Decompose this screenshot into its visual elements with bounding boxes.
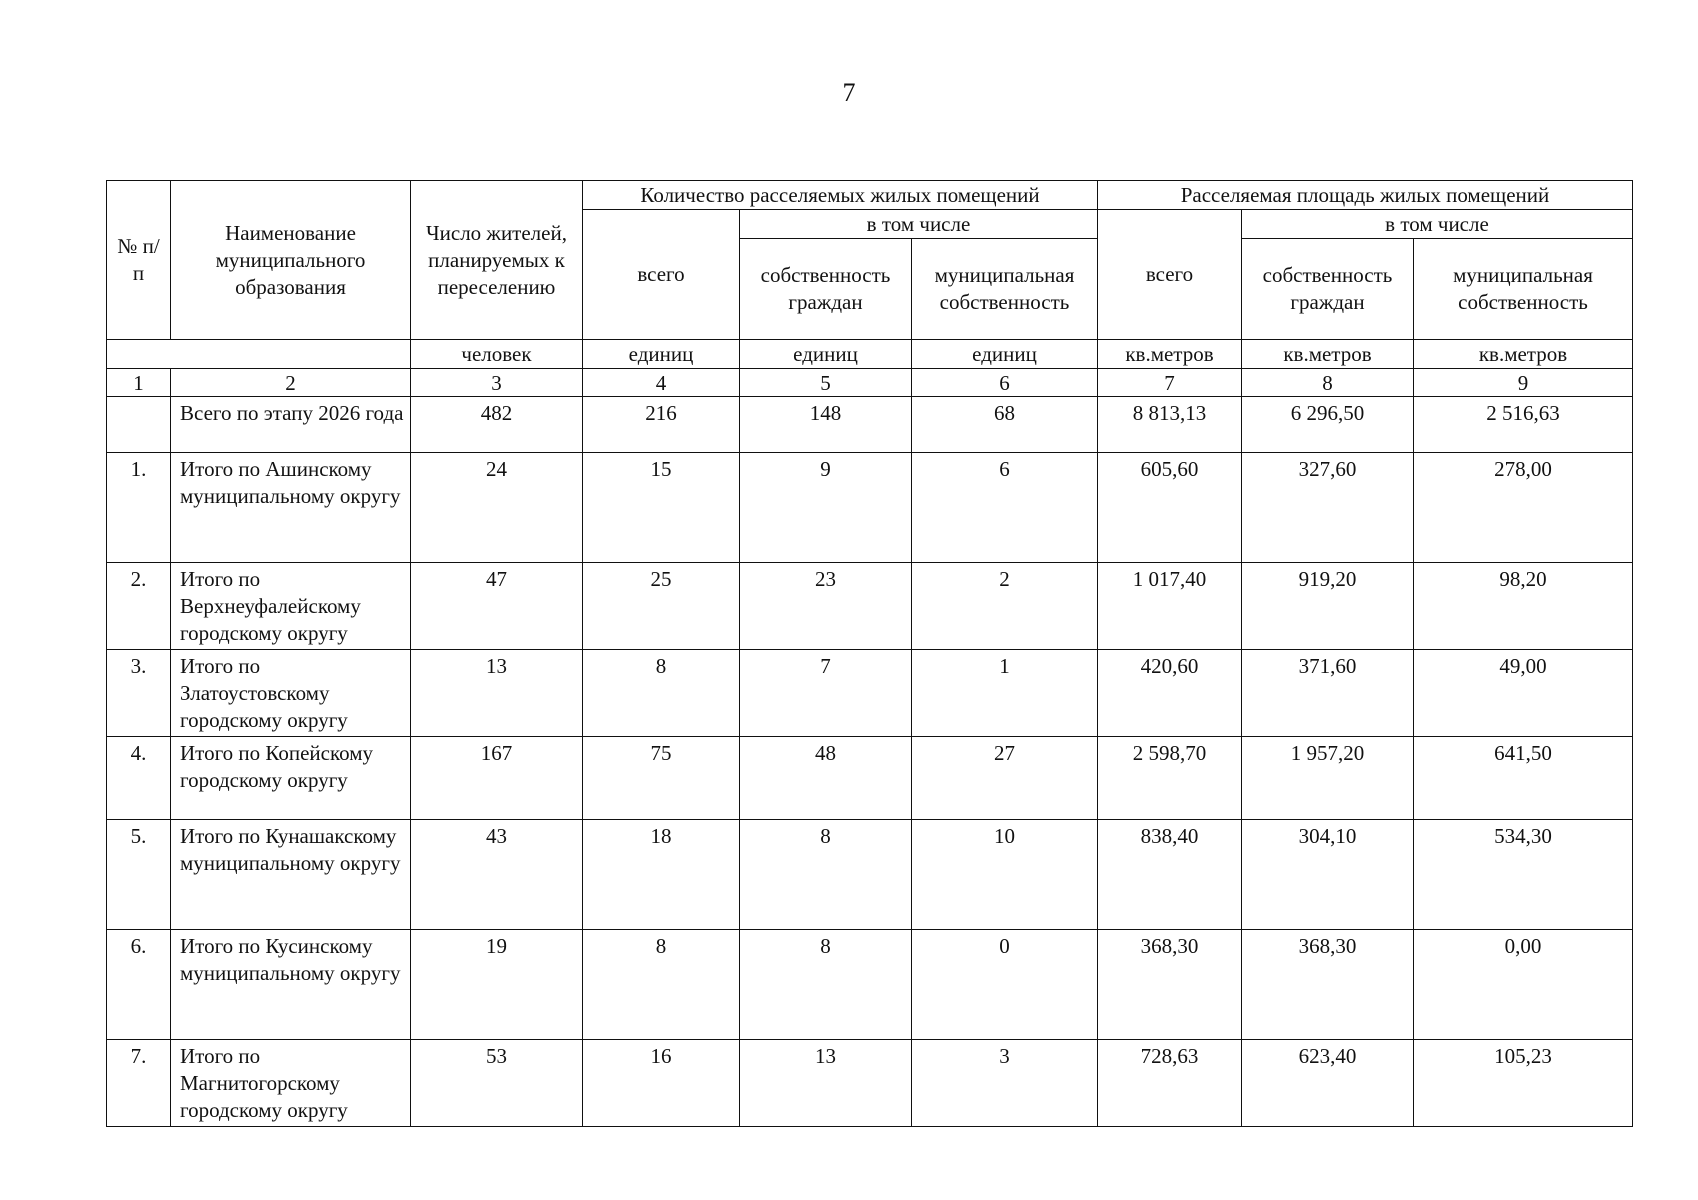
table-row <box>107 563 1633 650</box>
row-municipal: 68 <box>912 397 1098 453</box>
row-no: 4. <box>107 737 171 820</box>
row-area-total: 8 813,13 <box>1098 397 1242 453</box>
index-cell: 3 <box>411 369 583 397</box>
table-row <box>107 397 1633 453</box>
row-residents: 53 <box>411 1040 583 1127</box>
row-municipal: 10 <box>912 820 1098 930</box>
row-no <box>107 397 171 453</box>
row-area-municipal: 641,50 <box>1414 737 1633 820</box>
index-cell: 9 <box>1414 369 1633 397</box>
row-residents: 13 <box>411 650 583 737</box>
row-no: 1. <box>107 453 171 563</box>
header-residents: Число жителей, планируемых к переселению <box>411 181 583 340</box>
row-name: Итого по Кунашакскому муниципальному округу <box>171 820 411 930</box>
row-area-total: 368,30 <box>1098 930 1242 1040</box>
row-name: Итого по Магнитогорскому городскому округу <box>171 1040 411 1127</box>
row-total: 216 <box>583 397 740 453</box>
index-cell: 1 <box>107 369 171 397</box>
row-no: 2. <box>107 563 171 650</box>
table-row <box>107 930 1633 1040</box>
row-name: Всего по этапу 2026 года <box>171 397 411 453</box>
unit-cell: человек <box>411 340 583 369</box>
index-cell: 2 <box>171 369 411 397</box>
table-row <box>107 1040 1633 1127</box>
row-total: 75 <box>583 737 740 820</box>
row-area-citizens: 1 957,20 <box>1242 737 1414 820</box>
row-residents: 24 <box>411 453 583 563</box>
table-body <box>107 397 1633 1127</box>
row-area-citizens: 371,60 <box>1242 650 1414 737</box>
index-cell: 5 <box>740 369 912 397</box>
row-name: Итого по Копейскому городскому округу <box>171 737 411 820</box>
unit-cell: кв.метров <box>1242 340 1414 369</box>
header-incl-area: в том числе <box>1242 210 1633 239</box>
index-cell: 8 <box>1242 369 1414 397</box>
row-residents: 167 <box>411 737 583 820</box>
header-total-area: всего <box>1098 210 1242 340</box>
index-cell: 7 <box>1098 369 1242 397</box>
row-citizens: 7 <box>740 650 912 737</box>
row-area-citizens: 327,60 <box>1242 453 1414 563</box>
row-area-citizens: 919,20 <box>1242 563 1414 650</box>
header-unit-blank <box>107 340 411 369</box>
row-municipal: 6 <box>912 453 1098 563</box>
header-own-municipal-area: муниципальная собственность <box>1414 239 1633 340</box>
row-area-total: 1 017,40 <box>1098 563 1242 650</box>
unit-cell: единиц <box>912 340 1098 369</box>
table-header <box>107 181 1633 397</box>
row-area-municipal: 534,30 <box>1414 820 1633 930</box>
resettlement-table <box>106 180 1633 1127</box>
row-municipal: 1 <box>912 650 1098 737</box>
row-citizens: 9 <box>740 453 912 563</box>
row-area-municipal: 278,00 <box>1414 453 1633 563</box>
row-total: 16 <box>583 1040 740 1127</box>
row-name: Итого по Верхнеуфалейскому городскому округу <box>171 563 411 650</box>
row-no: 7. <box>107 1040 171 1127</box>
row-area-municipal: 2 516,63 <box>1414 397 1633 453</box>
header-own-citizens-area: собственность граждан <box>1242 239 1414 340</box>
row-citizens: 23 <box>740 563 912 650</box>
index-cell: 6 <box>912 369 1098 397</box>
table-row <box>107 737 1633 820</box>
header-incl-count: в том числе <box>740 210 1098 239</box>
row-citizens: 48 <box>740 737 912 820</box>
row-no: 3. <box>107 650 171 737</box>
row-total: 15 <box>583 453 740 563</box>
row-no: 6. <box>107 930 171 1040</box>
row-area-total: 605,60 <box>1098 453 1242 563</box>
row-area-total: 2 598,70 <box>1098 737 1242 820</box>
row-total: 25 <box>583 563 740 650</box>
row-municipal: 27 <box>912 737 1098 820</box>
row-area-total: 728,63 <box>1098 1040 1242 1127</box>
table-row <box>107 453 1633 563</box>
row-area-citizens: 368,30 <box>1242 930 1414 1040</box>
row-total: 8 <box>583 930 740 1040</box>
row-municipal: 0 <box>912 930 1098 1040</box>
header-name: Наименование муниципального образования <box>171 181 411 340</box>
header-own-municipal: муниципальная собственность <box>912 239 1098 340</box>
row-name: Итого по Златоустовскому городскому округу <box>171 650 411 737</box>
index-cell: 4 <box>583 369 740 397</box>
row-municipal: 2 <box>912 563 1098 650</box>
row-area-total: 838,40 <box>1098 820 1242 930</box>
table-row <box>107 820 1633 930</box>
row-no: 5. <box>107 820 171 930</box>
header-no: № п/п <box>107 181 171 340</box>
row-name: Итого по Ашинскому муниципальному округу <box>171 453 411 563</box>
row-residents: 47 <box>411 563 583 650</box>
unit-cell: единиц <box>740 340 912 369</box>
header-group-area: Расселяемая площадь жилых помещений <box>1098 181 1633 210</box>
row-citizens: 148 <box>740 397 912 453</box>
header-total-count: всего <box>583 210 740 340</box>
row-area-municipal: 98,20 <box>1414 563 1633 650</box>
row-citizens: 8 <box>740 820 912 930</box>
row-area-total: 420,60 <box>1098 650 1242 737</box>
row-area-municipal: 49,00 <box>1414 650 1633 737</box>
row-area-citizens: 304,10 <box>1242 820 1414 930</box>
row-residents: 482 <box>411 397 583 453</box>
header-own-citizens: собственность граждан <box>740 239 912 340</box>
page-number: 7 <box>842 78 856 107</box>
row-area-citizens: 6 296,50 <box>1242 397 1414 453</box>
row-name: Итого по Кусинскому муниципальному округу <box>171 930 411 1040</box>
unit-cell: единиц <box>583 340 740 369</box>
row-total: 18 <box>583 820 740 930</box>
row-total: 8 <box>583 650 740 737</box>
row-area-citizens: 623,40 <box>1242 1040 1414 1127</box>
row-citizens: 13 <box>740 1040 912 1127</box>
row-residents: 43 <box>411 820 583 930</box>
header-group-count: Количество расселяемых жилых помещений <box>583 181 1098 210</box>
row-area-municipal: 0,00 <box>1414 930 1633 1040</box>
unit-cell: кв.метров <box>1098 340 1242 369</box>
row-residents: 19 <box>411 930 583 1040</box>
table-row <box>107 650 1633 737</box>
row-area-municipal: 105,23 <box>1414 1040 1633 1127</box>
unit-cell: кв.метров <box>1414 340 1633 369</box>
row-citizens: 8 <box>740 930 912 1040</box>
row-municipal: 3 <box>912 1040 1098 1127</box>
